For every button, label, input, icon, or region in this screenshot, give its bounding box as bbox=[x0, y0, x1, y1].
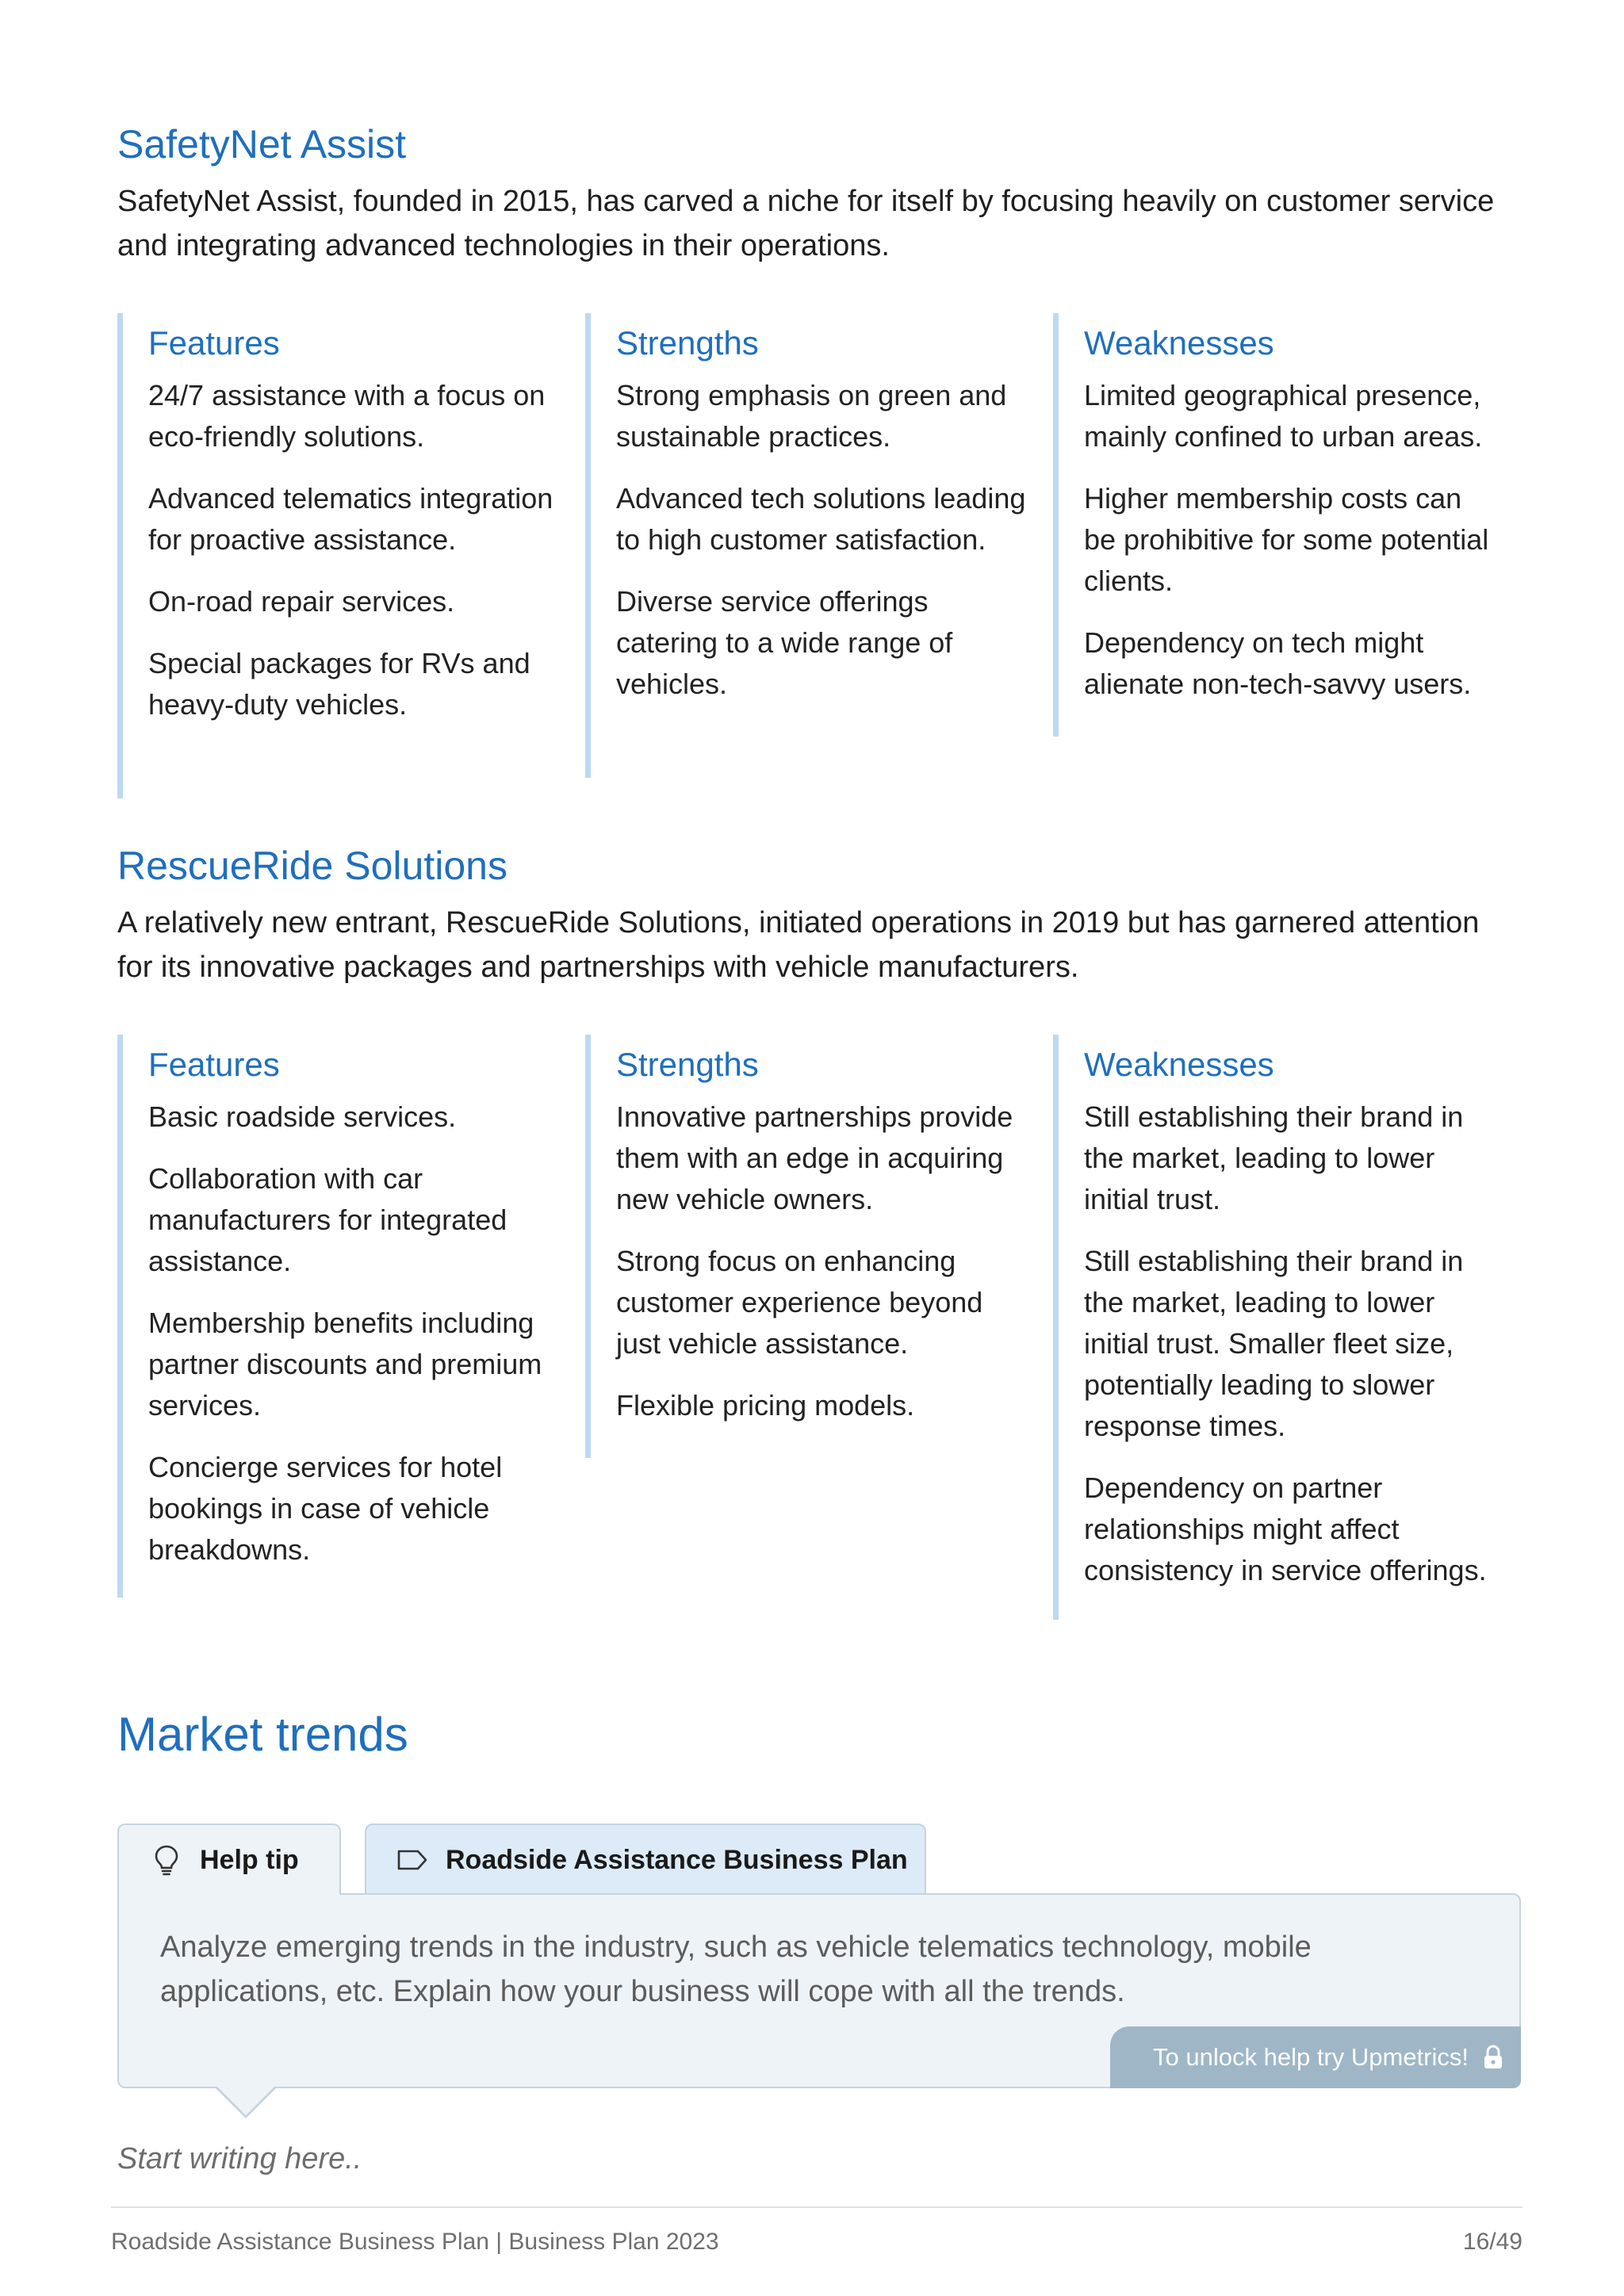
column-heading: Weaknesses bbox=[1084, 1046, 1274, 1083]
tip-pointer bbox=[214, 2087, 278, 2118]
strengths-column bbox=[585, 1035, 1029, 1458]
tip-tabs bbox=[117, 1823, 1521, 1895]
company-title: SafetyNet Assist bbox=[117, 122, 407, 166]
list-item: Still establishing their brand in the market, leading to lower initial trust. bbox=[1084, 1100, 1464, 1215]
list-item: Higher membership costs can be prohibitive for some potential clients. bbox=[1084, 482, 1489, 597]
list-item: Membership benefits including partner discounts and premium services. bbox=[148, 1307, 542, 1422]
tag-icon bbox=[396, 1844, 428, 1876]
lock-icon bbox=[1483, 2045, 1503, 2070]
company-intro: SafetyNet Assist, founded in 2015, has carved a niche for itself by focusing heavily on customer service and integrating advanced technologies in their operations. bbox=[117, 185, 1495, 262]
weaknesses-column bbox=[1053, 1035, 1497, 1620]
features-column bbox=[117, 1035, 561, 1598]
features-list bbox=[148, 375, 561, 725]
strengths-list bbox=[616, 375, 1029, 705]
weaknesses-list bbox=[1084, 375, 1497, 705]
list-item: Innovative partnerships provide them with an edge in acquiring new vehicle owners. bbox=[616, 1100, 1013, 1215]
list-item: Collaboration with car manufacturers for integrated assistance. bbox=[148, 1162, 508, 1277]
list-item: Strong emphasis on green and sustainable practices. bbox=[616, 379, 1007, 453]
page-number: 16/49 bbox=[1462, 2229, 1522, 2255]
list-item: Dependency on tech might alienate non-tech-savvy users. bbox=[1084, 626, 1472, 700]
list-item: Strong focus on enhancing customer experience beyond just vehicle assistance. bbox=[616, 1245, 983, 1360]
list-item: 24/7 assistance with a focus on eco-friendly solutions. bbox=[148, 379, 546, 453]
list-item: On-road repair services. bbox=[148, 585, 455, 618]
strengths-list bbox=[616, 1096, 1029, 1426]
tab-help-tip[interactable] bbox=[117, 1823, 341, 1895]
features-list bbox=[148, 1096, 561, 1571]
list-item: Diverse service offerings catering to a wide range of vehicles. bbox=[616, 585, 953, 700]
list-item: Concierge services for hotel bookings in case of vehicle breakdowns. bbox=[148, 1451, 503, 1566]
tip-content-box bbox=[117, 1893, 1521, 2088]
column-heading: Strengths bbox=[616, 324, 759, 362]
tip-text: Analyze emerging trends in the industry, such as vehicle telematics technology, mobile applications, etc. Explain how your business will cope with all the trends. bbox=[160, 1931, 1312, 2008]
weaknesses-list bbox=[1084, 1096, 1497, 1591]
unlock-label: To unlock help try Upmetrics! bbox=[1153, 2043, 1469, 2071]
list-item: Special packages for RVs and heavy-duty vehicles. bbox=[148, 647, 530, 721]
writing-placeholder[interactable]: Start writing here.. bbox=[117, 2142, 362, 2175]
company-intro: A relatively new entrant, RescueRide Solutions, initiated operations in 2019 but has garnered attention for its innovative packages and partnerships with vehicle manufacturers. bbox=[117, 906, 1480, 984]
tab-label: Help tip bbox=[200, 1844, 299, 1875]
features-column bbox=[117, 313, 561, 798]
tab-business-plan[interactable] bbox=[365, 1823, 926, 1895]
strengths-column bbox=[585, 313, 1029, 778]
list-item: Still establishing their brand in the market, leading to lower initial trust. Smaller fleet size, potentially leading to slower response times. bbox=[1084, 1245, 1464, 1442]
list-item: Basic roadside services. bbox=[148, 1100, 457, 1133]
list-item: Advanced telematics integration for proactive assistance. bbox=[148, 482, 553, 556]
competitor-rescueride bbox=[117, 840, 1521, 1586]
list-item: Dependency on partner relationships might affect consistency in service offerings. bbox=[1084, 1471, 1487, 1586]
company-title: RescueRide Solutions bbox=[117, 844, 508, 888]
column-heading: Features bbox=[148, 1046, 280, 1083]
list-item: Flexible pricing models. bbox=[616, 1389, 915, 1422]
tab-label: Roadside Assistance Business Plan bbox=[446, 1844, 908, 1875]
help-tip-panel bbox=[117, 1823, 1521, 2088]
competitor-safetynet bbox=[117, 119, 1521, 721]
section-heading-market-trends: Market trends bbox=[117, 1708, 408, 1761]
list-item: Limited geographical presence, mainly confined to urban areas. bbox=[1084, 379, 1483, 453]
swot-columns bbox=[117, 1035, 1521, 1620]
footer-title: Roadside Assistance Business Plan | Business Plan 2023 bbox=[111, 2229, 719, 2255]
list-item: Advanced tech solutions leading to high customer satisfaction. bbox=[616, 482, 1026, 556]
lightbulb-icon bbox=[151, 1844, 182, 1876]
column-heading: Strengths bbox=[616, 1046, 759, 1083]
column-heading: Weaknesses bbox=[1084, 324, 1274, 362]
footer-divider bbox=[111, 2206, 1522, 2208]
swot-columns bbox=[117, 313, 1521, 798]
column-heading: Features bbox=[148, 324, 280, 362]
unlock-help-button[interactable] bbox=[1110, 2026, 1521, 2088]
weaknesses-column bbox=[1053, 313, 1497, 737]
